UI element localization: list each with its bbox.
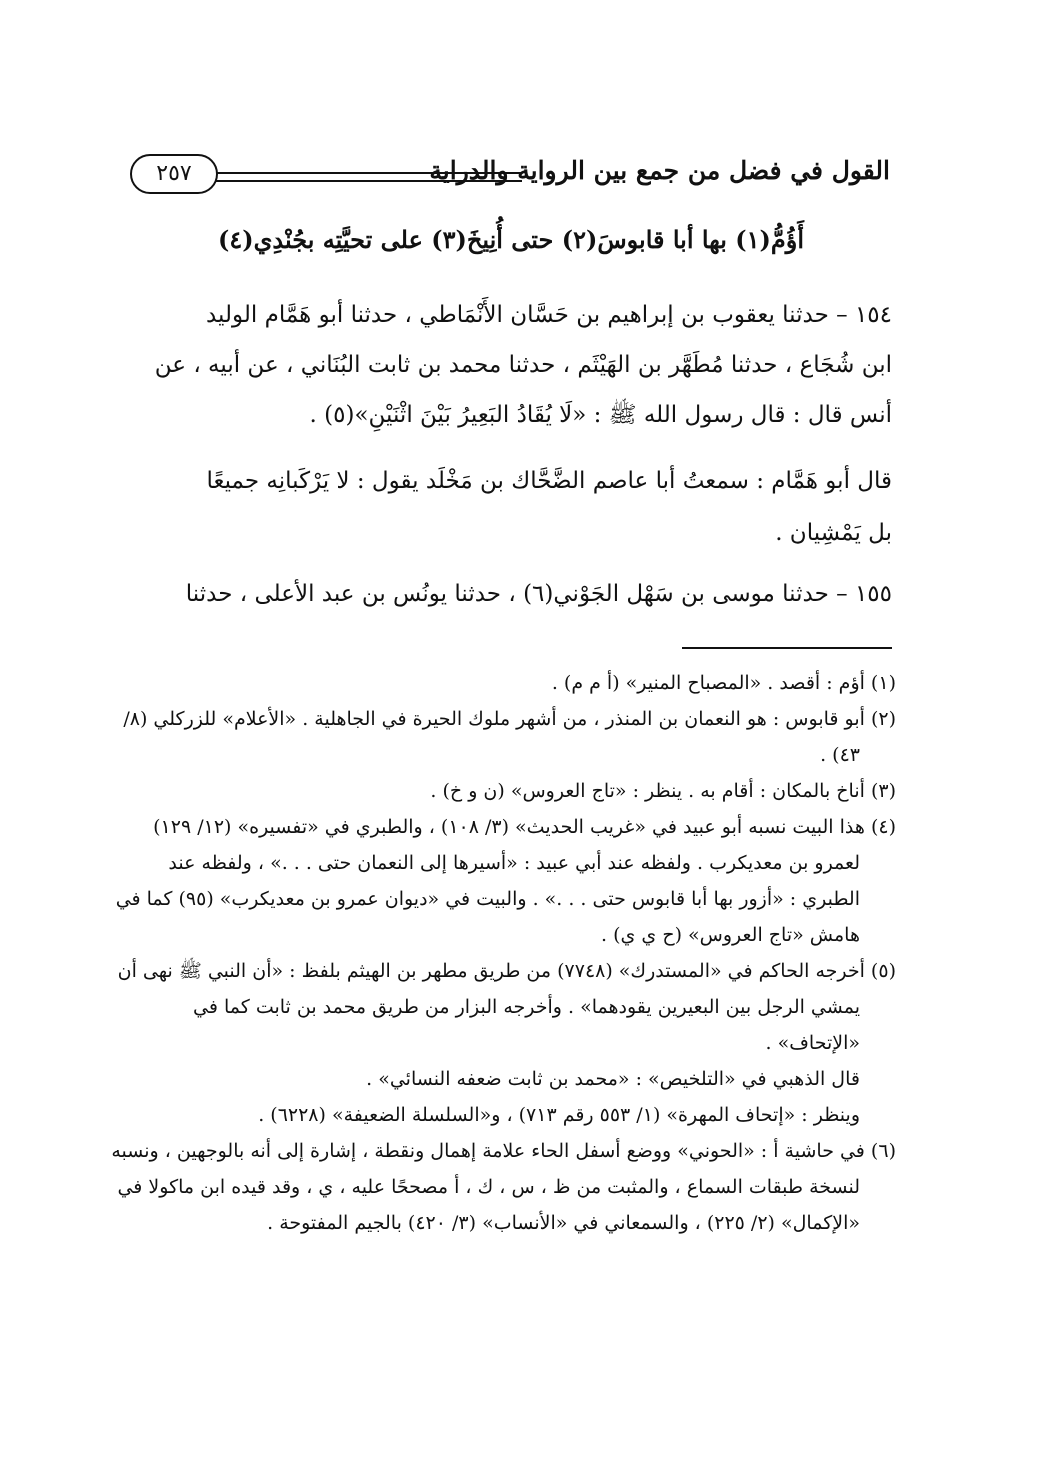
footnote-line: وينظر : «إتحاف المهرة» (١/ ٥٥٣ رقم ٧١٣) ، و«السلسلة الضعيفة» (٦٢٢٨) . <box>258 1104 860 1126</box>
footnotes <box>111 665 896 1241</box>
footnote-line: (١) أؤم : أقصد . «المصباح المنير» (أ م م) . <box>551 672 896 694</box>
footnote-line: هامش «تاج العروس» (ح ي ي) . <box>601 924 860 946</box>
abu-hammam-line: قال أبو هَمَّام : سمعتُ أبا عاصم الضَّحَّاك بن مَخْلَد يقول : لا يَرْكَبانِه جميعًا <box>206 468 892 494</box>
footnote-line: يمشي الرجل بين البعيرين يقودهما» . وأخرجه البزار من طريق محمد بن ثابت كما في <box>193 996 860 1018</box>
hadith-154-line: ابن شُجَاع ، حدثنا مُطَهَّر بن الهَيْثَم ، حدثنا محمد بن ثابت البُنَاني ، عن أبيه ، عن <box>154 352 892 378</box>
footnote-line: لعمرو بن معديكرب . ولفظه عند أبي عبيد : «أسيرها إلى النعمان حتى . . .» ، ولفظه عند <box>168 852 860 874</box>
hadith-154-line: ١٥٤ – حدثنا يعقوب بن إبراهيم بن حَسَّان الأَنْمَاطي ، حدثنا أبو هَمَّام الوليد <box>205 302 892 328</box>
footnote-line: «الإكمال» (٢/ ٢٢٥) ، والسمعاني في «الأنساب» (٣/ ٤٢٠) بالجيم المفتوحة . <box>267 1212 860 1234</box>
footnote-line: (٥) أخرجه الحاكم في «المستدرك» (٧٧٤٨) من طريق مطهر بن الهيثم بلفظ : «أن النبي ﷺ نهى أن <box>117 960 896 982</box>
running-title: القول في فضل من جمع بين الرواية والدراية <box>429 156 890 185</box>
footnote-line: (٦) في حاشية أ : «الحوني» ووضع أسفل الحاء علامة إهمال ونقطة ، إشارة إلى أنه بالوجهين ، ونسبه <box>111 1140 896 1162</box>
footnote-line: لنسخة طبقات السماع ، والمثبت من ظ ، س ، ك ، أ مصححًا عليه ، ي ، وقد قيده ابن ماكولا في <box>117 1176 860 1198</box>
page-number-badge: ٢٥٧ <box>130 154 218 194</box>
footnote-separator <box>682 647 892 649</box>
footnote-line: «الإتحاف» . <box>765 1032 860 1054</box>
footnote-line: الطبري : «أزور بها أبا قابوس حتى . . .» . والبيت في «ديوان عمرو بن معديكرب» (٩٥) كما في <box>115 888 860 910</box>
abu-hammam-line: بل يَمْشِيان . <box>775 520 892 546</box>
abu-hammam-statement <box>130 455 892 559</box>
hadith-155 <box>130 572 892 616</box>
footnote-line: (٢) أبو قابوس : هو النعمان بن المنذر ، من أشهر ملوك الحيرة في الجاهلية . «الأعلام» للزركلي (٨/ <box>123 708 896 730</box>
footnote-line: ٤٣) . <box>820 744 860 766</box>
hadith-154-line: أنس قال : قال رسول الله ﷺ : «لَا يُقَادُ البَعِيرُ بَيْنَ اثْنَيْنِ»(٥) . <box>309 402 892 428</box>
hadith-154 <box>130 290 892 440</box>
poetry-verse: أَؤُمُّ(١) بها أبا قابوسَ(٢) حتى أُنِيخَ(٣) على تحيَّتِه بجُنْدِي(٤) <box>217 225 805 254</box>
footnote-line: (٣) أناخ بالمكان : أقام به . ينظر : «تاج العروس» (ن و خ) . <box>430 780 896 802</box>
hadith-155-line: ١٥٥ – حدثنا موسى بن سَهْل الجَوْني(٦) ، حدثنا يونُس بن عبد الأعلى ، حدثنا <box>185 581 892 607</box>
footnote-line: قال الذهبي في «التلخيص» : «محمد بن ثابت ضعفه النسائي» . <box>366 1068 860 1090</box>
page-header <box>130 150 890 206</box>
header-double-rule <box>212 172 522 182</box>
footnote-line: (٤) هذا البيت نسبه أبو عبيد في «غريب الحديث» (٣/ ١٠٨) ، والطبري في «تفسيره» (١٢/ ١٢٩) <box>153 816 896 838</box>
